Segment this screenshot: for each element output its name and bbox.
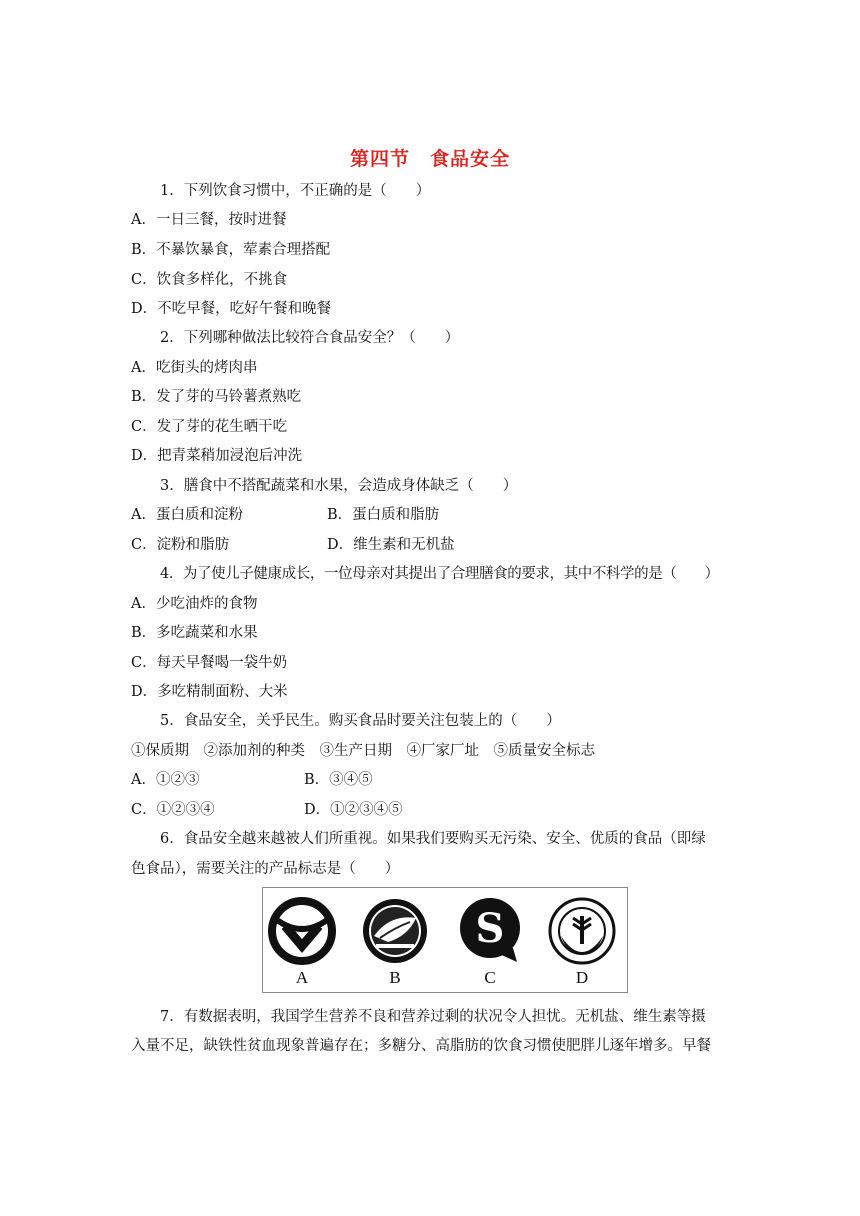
q7-line1: 7．有数据表明，我国学生营养不良和营养过剩的状况令人担忧。无机盐、维生素等摄 bbox=[160, 1009, 706, 1025]
q2-option-b: B．发了芽的马铃薯煮熟吃 bbox=[131, 389, 302, 405]
q5-option-c: C．①②③④ bbox=[131, 802, 215, 818]
q6-stem-line1: 6．食品安全越来越被人们所重视。如果我们要购买无污染、安全、优质的食品（即绿 bbox=[160, 831, 706, 847]
pollution-free-icon bbox=[547, 896, 617, 966]
q1-option-b: B．不暴饮暴食，荤素合理搭配 bbox=[131, 242, 331, 258]
q5-option-b: B．③④⑤ bbox=[304, 772, 373, 788]
q2-option-c: C．发了芽的花生晒干吃 bbox=[131, 419, 288, 435]
svg-text:S: S bbox=[475, 905, 505, 952]
q4-option-a: A．少吃油炸的食物 bbox=[131, 596, 258, 612]
logo-figure bbox=[262, 887, 628, 993]
page-title bbox=[0, 144, 860, 171]
q4-option-b: B．多吃蔬菜和水果 bbox=[131, 625, 258, 641]
q4-stem: 4．为了使儿子健康成长，一位母亲对其提出了合理膳食的要求，其中不科学的是（ ） bbox=[160, 566, 719, 582]
q6-stem-line2: 色食品），需要关注的产品标志是（ ） bbox=[131, 861, 400, 877]
q3-option-d: D．维生素和无机盐 bbox=[327, 537, 455, 553]
qs-mark-icon bbox=[455, 896, 525, 966]
logo-c-label: C bbox=[484, 968, 496, 987]
q3-option-a: A．蛋白质和淀粉 bbox=[131, 507, 243, 523]
section-name: 食品安全 bbox=[430, 148, 511, 170]
q3-option-b: B．蛋白质和脂肪 bbox=[327, 507, 440, 523]
logo-a-label: A bbox=[295, 968, 309, 987]
q3-option-c: C．淀粉和脂肪 bbox=[131, 537, 230, 553]
q1-stem: 1．下列饮食习惯中，不正确的是（ ） bbox=[160, 183, 431, 199]
section-number: 第四节 bbox=[349, 148, 410, 170]
logo-a bbox=[265, 896, 339, 988]
q4-option-c: C．每天早餐喝一袋牛奶 bbox=[131, 655, 288, 671]
green-food-icon bbox=[360, 896, 430, 966]
q2-stem: 2．下列哪种做法比较符合食品安全？（ ） bbox=[160, 330, 460, 346]
q5-stem: 5．食品安全，关乎民生。购买食品时要关注包装上的（ ） bbox=[160, 713, 561, 729]
logo-d-label: D bbox=[575, 968, 589, 987]
logo-d bbox=[545, 896, 619, 988]
quality-mark-icon bbox=[267, 896, 337, 966]
logo-c bbox=[453, 896, 527, 988]
q4-option-d: D．多吃精制面粉、大米 bbox=[131, 684, 288, 700]
q5-option-d: D．①②③④⑤ bbox=[304, 802, 403, 818]
q5-option-a: A．①②③ bbox=[131, 772, 200, 788]
q2-option-a: A．吃街头的烤肉串 bbox=[131, 360, 258, 376]
q1-option-a: A．一日三餐，按时进餐 bbox=[131, 212, 287, 228]
q3-stem: 3．膳食中不搭配蔬菜和水果，会造成身体缺乏（ ） bbox=[160, 478, 518, 494]
q7-line2: 入量不足，缺铁性贫血现象普遍存在；多糖分、高脂肪的饮食习惯使肥胖儿逐年增多。早餐 bbox=[131, 1038, 711, 1054]
q5-items: ①保质期 ②添加剂的种类 ③生产日期 ④厂家厂址 ⑤质量安全标志 bbox=[131, 743, 595, 759]
q1-option-c: C．饮食多样化，不挑食 bbox=[131, 272, 288, 288]
q2-option-d: D．把青菜稍加浸泡后冲洗 bbox=[131, 448, 303, 464]
logo-b-label: B bbox=[389, 968, 401, 987]
q1-option-d: D．不吃早餐，吃好午餐和晚餐 bbox=[131, 301, 332, 317]
logo-b bbox=[358, 896, 432, 988]
